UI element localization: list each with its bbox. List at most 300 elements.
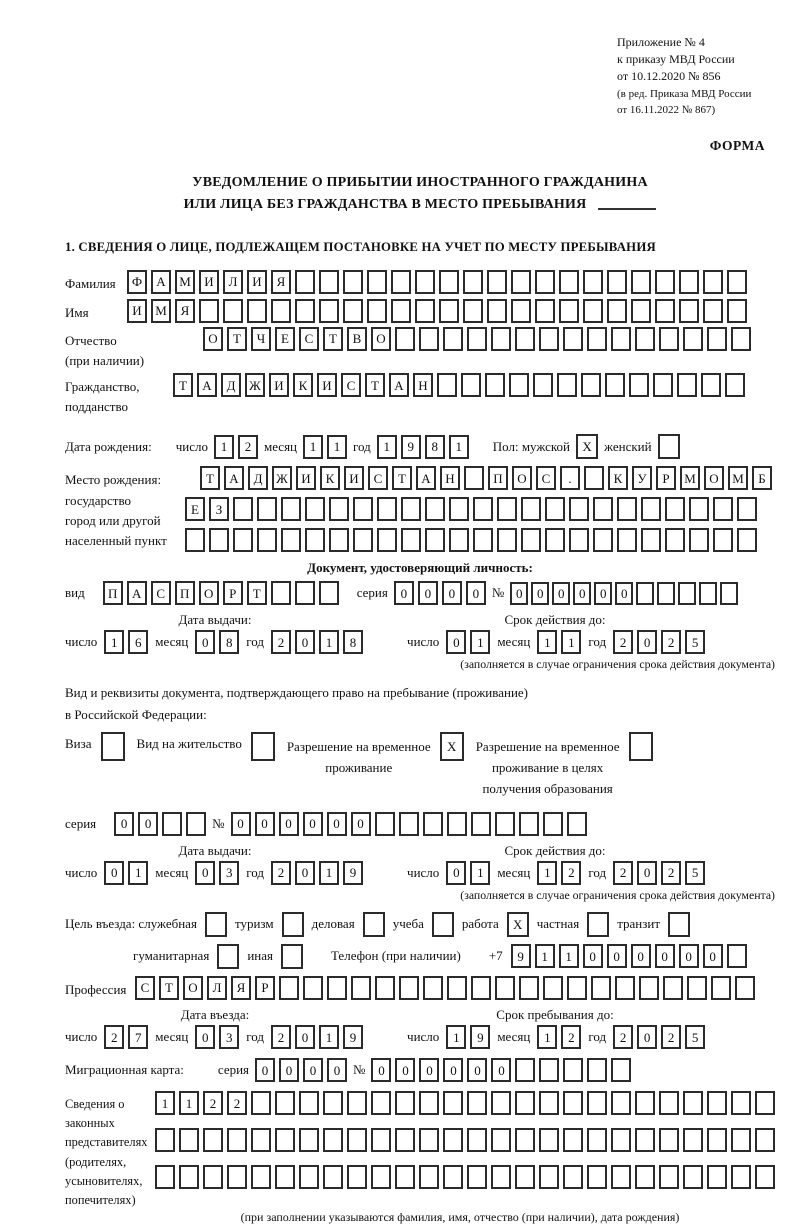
char-cell[interactable]: Р: [223, 581, 243, 605]
char-cell[interactable]: [377, 497, 397, 521]
char-cell[interactable]: 2: [271, 861, 291, 885]
char-cell[interactable]: [707, 1165, 727, 1189]
char-cell[interactable]: [689, 497, 709, 521]
char-cell[interactable]: Л: [223, 270, 243, 294]
char-cell[interactable]: [539, 1058, 559, 1082]
char-cell[interactable]: [563, 1091, 583, 1115]
char-cell[interactable]: [323, 1091, 343, 1115]
purpose-other-checkbox[interactable]: [281, 944, 303, 969]
char-cell[interactable]: [491, 1091, 511, 1115]
profession-input[interactable]: [135, 976, 755, 1000]
char-cell[interactable]: 1: [535, 944, 555, 968]
char-cell[interactable]: [557, 373, 577, 397]
char-cell[interactable]: [399, 976, 419, 1000]
char-cell[interactable]: [463, 270, 483, 294]
char-cell[interactable]: [447, 812, 467, 836]
char-cell[interactable]: [731, 327, 751, 351]
char-cell[interactable]: [227, 1165, 247, 1189]
char-cell[interactable]: 2: [613, 630, 633, 654]
entry-month-input[interactable]: [195, 1025, 239, 1049]
char-cell[interactable]: [495, 976, 515, 1000]
char-cell[interactable]: [299, 1091, 319, 1115]
char-cell[interactable]: 2: [613, 1025, 633, 1049]
char-cell[interactable]: [636, 582, 654, 605]
char-cell[interactable]: К: [320, 466, 340, 490]
char-cell[interactable]: 1: [319, 1025, 339, 1049]
doc-series-input[interactable]: [394, 581, 486, 605]
char-cell[interactable]: [611, 1091, 631, 1115]
char-cell[interactable]: [587, 1128, 607, 1152]
char-cell[interactable]: [439, 270, 459, 294]
char-cell[interactable]: [521, 528, 541, 552]
char-cell[interactable]: Е: [275, 327, 295, 351]
char-cell[interactable]: С: [151, 581, 171, 605]
char-cell[interactable]: [569, 497, 589, 521]
char-cell[interactable]: [425, 497, 445, 521]
char-cell[interactable]: [415, 270, 435, 294]
char-cell[interactable]: [659, 327, 679, 351]
char-cell[interactable]: 6: [128, 630, 148, 654]
char-cell[interactable]: [179, 1128, 199, 1152]
doc-valid-day-input[interactable]: [446, 630, 490, 654]
char-cell[interactable]: [391, 299, 411, 323]
char-cell[interactable]: Д: [248, 466, 268, 490]
char-cell[interactable]: [371, 1165, 391, 1189]
char-cell[interactable]: А: [151, 270, 171, 294]
char-cell[interactable]: С: [341, 373, 361, 397]
char-cell[interactable]: В: [347, 327, 367, 351]
char-cell[interactable]: [587, 1165, 607, 1189]
purpose-transit-checkbox[interactable]: [668, 912, 690, 937]
char-cell[interactable]: [299, 1165, 319, 1189]
char-cell[interactable]: [663, 976, 683, 1000]
char-cell[interactable]: [375, 812, 395, 836]
char-cell[interactable]: [657, 582, 675, 605]
char-cell[interactable]: [443, 327, 463, 351]
char-cell[interactable]: М: [151, 299, 171, 323]
char-cell[interactable]: [463, 299, 483, 323]
char-cell[interactable]: 2: [271, 1025, 291, 1049]
char-cell[interactable]: Т: [173, 373, 193, 397]
char-cell[interactable]: [251, 1165, 271, 1189]
guardians-input-row3[interactable]: [155, 1165, 775, 1189]
char-cell[interactable]: [495, 812, 515, 836]
migcard-series-input[interactable]: [255, 1058, 347, 1082]
char-cell[interactable]: [535, 270, 555, 294]
char-cell[interactable]: 0: [279, 1058, 299, 1082]
char-cell[interactable]: [186, 812, 206, 836]
char-cell[interactable]: Т: [365, 373, 385, 397]
permit-valid-day-input[interactable]: [446, 861, 490, 885]
char-cell[interactable]: 0: [637, 861, 657, 885]
permit-number-input[interactable]: [231, 812, 587, 836]
char-cell[interactable]: [659, 1091, 679, 1115]
char-cell[interactable]: У: [632, 466, 652, 490]
char-cell[interactable]: [563, 327, 583, 351]
char-cell[interactable]: [713, 497, 733, 521]
char-cell[interactable]: [491, 1165, 511, 1189]
char-cell[interactable]: [687, 976, 707, 1000]
doc-issue-year-input[interactable]: [271, 630, 363, 654]
permit-issue-year-input[interactable]: [271, 861, 363, 885]
birth-year-input[interactable]: [377, 435, 469, 459]
permit-issue-day-input[interactable]: [104, 861, 148, 885]
char-cell[interactable]: [707, 327, 727, 351]
char-cell[interactable]: [443, 1165, 463, 1189]
char-cell[interactable]: [491, 327, 511, 351]
char-cell[interactable]: 0: [255, 1058, 275, 1082]
temp-residence-checkbox[interactable]: X: [440, 732, 464, 761]
char-cell[interactable]: 1: [377, 435, 397, 459]
char-cell[interactable]: [233, 528, 253, 552]
char-cell[interactable]: [271, 581, 291, 605]
char-cell[interactable]: [731, 1165, 751, 1189]
char-cell[interactable]: [203, 1128, 223, 1152]
char-cell[interactable]: [295, 270, 315, 294]
char-cell[interactable]: 2: [104, 1025, 124, 1049]
guardians-input-row1[interactable]: [155, 1091, 775, 1115]
char-cell[interactable]: [567, 812, 587, 836]
birthplace-input-row3[interactable]: [185, 528, 772, 552]
char-cell[interactable]: [515, 1165, 535, 1189]
char-cell[interactable]: [567, 976, 587, 1000]
char-cell[interactable]: [731, 1128, 751, 1152]
char-cell[interactable]: [395, 327, 415, 351]
char-cell[interactable]: Т: [247, 581, 267, 605]
char-cell[interactable]: 0: [446, 630, 466, 654]
char-cell[interactable]: 0: [531, 582, 549, 605]
char-cell[interactable]: [179, 1165, 199, 1189]
char-cell[interactable]: [275, 1091, 295, 1115]
char-cell[interactable]: Б: [752, 466, 772, 490]
char-cell[interactable]: Н: [440, 466, 460, 490]
char-cell[interactable]: [737, 528, 757, 552]
char-cell[interactable]: 5: [685, 861, 705, 885]
doc-issue-month-input[interactable]: [195, 630, 239, 654]
char-cell[interactable]: [611, 1165, 631, 1189]
char-cell[interactable]: 8: [219, 630, 239, 654]
char-cell[interactable]: 0: [371, 1058, 391, 1082]
char-cell[interactable]: [251, 1091, 271, 1115]
char-cell[interactable]: [419, 1091, 439, 1115]
char-cell[interactable]: О: [183, 976, 203, 1000]
char-cell[interactable]: А: [224, 466, 244, 490]
char-cell[interactable]: [635, 1128, 655, 1152]
doc-issue-day-input[interactable]: [104, 630, 148, 654]
char-cell[interactable]: 0: [195, 1025, 215, 1049]
char-cell[interactable]: [251, 1128, 271, 1152]
char-cell[interactable]: 1: [319, 630, 339, 654]
char-cell[interactable]: [587, 1058, 607, 1082]
char-cell[interactable]: 0: [573, 582, 591, 605]
char-cell[interactable]: [535, 299, 555, 323]
stay-year-input[interactable]: [613, 1025, 705, 1049]
char-cell[interactable]: 1: [470, 861, 490, 885]
char-cell[interactable]: [473, 528, 493, 552]
char-cell[interactable]: [425, 528, 445, 552]
char-cell[interactable]: [569, 528, 589, 552]
char-cell[interactable]: [689, 528, 709, 552]
char-cell[interactable]: 0: [104, 861, 124, 885]
char-cell[interactable]: О: [512, 466, 532, 490]
char-cell[interactable]: [679, 270, 699, 294]
char-cell[interactable]: 5: [685, 1025, 705, 1049]
char-cell[interactable]: [485, 373, 505, 397]
char-cell[interactable]: 0: [446, 861, 466, 885]
char-cell[interactable]: 0: [327, 812, 347, 836]
char-cell[interactable]: [401, 528, 421, 552]
char-cell[interactable]: [665, 497, 685, 521]
char-cell[interactable]: [343, 299, 363, 323]
char-cell[interactable]: [677, 373, 697, 397]
char-cell[interactable]: П: [488, 466, 508, 490]
char-cell[interactable]: Т: [159, 976, 179, 1000]
char-cell[interactable]: [497, 528, 517, 552]
char-cell[interactable]: 0: [615, 582, 633, 605]
char-cell[interactable]: 0: [327, 1058, 347, 1082]
char-cell[interactable]: [543, 976, 563, 1000]
char-cell[interactable]: [343, 270, 363, 294]
char-cell[interactable]: [639, 976, 659, 1000]
char-cell[interactable]: [423, 812, 443, 836]
birthplace-input-row1[interactable]: [185, 466, 772, 490]
entry-day-input[interactable]: [104, 1025, 148, 1049]
char-cell[interactable]: [227, 1128, 247, 1152]
char-cell[interactable]: Я: [175, 299, 195, 323]
char-cell[interactable]: 3: [219, 861, 239, 885]
char-cell[interactable]: К: [293, 373, 313, 397]
char-cell[interactable]: 0: [510, 582, 528, 605]
char-cell[interactable]: Я: [231, 976, 251, 1000]
char-cell[interactable]: 2: [271, 630, 291, 654]
char-cell[interactable]: Я: [271, 270, 291, 294]
char-cell[interactable]: [521, 497, 541, 521]
char-cell[interactable]: 1: [537, 630, 557, 654]
char-cell[interactable]: [305, 497, 325, 521]
char-cell[interactable]: [533, 373, 553, 397]
char-cell[interactable]: [545, 528, 565, 552]
char-cell[interactable]: [731, 1091, 751, 1115]
char-cell[interactable]: 0: [395, 1058, 415, 1082]
char-cell[interactable]: Т: [227, 327, 247, 351]
char-cell[interactable]: 1: [559, 944, 579, 968]
char-cell[interactable]: [487, 270, 507, 294]
char-cell[interactable]: [299, 1128, 319, 1152]
char-cell[interactable]: 0: [637, 1025, 657, 1049]
char-cell[interactable]: А: [416, 466, 436, 490]
char-cell[interactable]: Т: [392, 466, 412, 490]
char-cell[interactable]: [443, 1091, 463, 1115]
char-cell[interactable]: [419, 1165, 439, 1189]
char-cell[interactable]: Н: [413, 373, 433, 397]
char-cell[interactable]: [295, 299, 315, 323]
char-cell[interactable]: 0: [255, 812, 275, 836]
char-cell[interactable]: 0: [295, 630, 315, 654]
char-cell[interactable]: 1: [155, 1091, 175, 1115]
char-cell[interactable]: [367, 270, 387, 294]
char-cell[interactable]: О: [704, 466, 724, 490]
char-cell[interactable]: [401, 497, 421, 521]
char-cell[interactable]: П: [103, 581, 123, 605]
char-cell[interactable]: [587, 327, 607, 351]
char-cell[interactable]: 0: [303, 1058, 323, 1082]
char-cell[interactable]: [515, 1128, 535, 1152]
char-cell[interactable]: 0: [552, 582, 570, 605]
permit-series-input[interactable]: [114, 812, 206, 836]
char-cell[interactable]: [419, 327, 439, 351]
char-cell[interactable]: 1: [319, 861, 339, 885]
char-cell[interactable]: [679, 299, 699, 323]
char-cell[interactable]: Т: [200, 466, 220, 490]
char-cell[interactable]: О: [203, 327, 223, 351]
char-cell[interactable]: .: [560, 466, 580, 490]
char-cell[interactable]: 0: [442, 581, 462, 605]
char-cell[interactable]: [727, 944, 747, 968]
char-cell[interactable]: [539, 327, 559, 351]
residence-permit-checkbox[interactable]: [251, 732, 275, 761]
char-cell[interactable]: [305, 528, 325, 552]
char-cell[interactable]: 2: [661, 630, 681, 654]
char-cell[interactable]: [611, 1128, 631, 1152]
char-cell[interactable]: 1: [303, 435, 323, 459]
char-cell[interactable]: [683, 1091, 703, 1115]
char-cell[interactable]: С: [299, 327, 319, 351]
char-cell[interactable]: [319, 299, 339, 323]
char-cell[interactable]: [511, 270, 531, 294]
char-cell[interactable]: [353, 528, 373, 552]
char-cell[interactable]: [467, 327, 487, 351]
char-cell[interactable]: [162, 812, 182, 836]
char-cell[interactable]: М: [728, 466, 748, 490]
patronymic-input[interactable]: [203, 327, 751, 351]
char-cell[interactable]: 0: [594, 582, 612, 605]
char-cell[interactable]: [371, 1128, 391, 1152]
char-cell[interactable]: С: [368, 466, 388, 490]
char-cell[interactable]: [511, 299, 531, 323]
char-cell[interactable]: И: [296, 466, 316, 490]
char-cell[interactable]: [509, 373, 529, 397]
char-cell[interactable]: 9: [470, 1025, 490, 1049]
char-cell[interactable]: Р: [656, 466, 676, 490]
char-cell[interactable]: [593, 497, 613, 521]
char-cell[interactable]: [539, 1091, 559, 1115]
char-cell[interactable]: [727, 270, 747, 294]
char-cell[interactable]: И: [317, 373, 337, 397]
char-cell[interactable]: 0: [491, 1058, 511, 1082]
char-cell[interactable]: М: [175, 270, 195, 294]
char-cell[interactable]: 2: [561, 1025, 581, 1049]
char-cell[interactable]: [515, 1091, 535, 1115]
char-cell[interactable]: 2: [561, 861, 581, 885]
char-cell[interactable]: Ж: [245, 373, 265, 397]
char-cell[interactable]: 9: [343, 861, 363, 885]
purpose-business-checkbox[interactable]: [363, 912, 385, 937]
stay-month-input[interactable]: [537, 1025, 581, 1049]
char-cell[interactable]: Т: [323, 327, 343, 351]
char-cell[interactable]: [471, 812, 491, 836]
char-cell[interactable]: Р: [255, 976, 275, 1000]
char-cell[interactable]: [720, 582, 738, 605]
char-cell[interactable]: А: [127, 581, 147, 605]
entry-year-input[interactable]: [271, 1025, 363, 1049]
char-cell[interactable]: [727, 299, 747, 323]
char-cell[interactable]: [371, 1091, 391, 1115]
char-cell[interactable]: 0: [114, 812, 134, 836]
char-cell[interactable]: [223, 299, 243, 323]
char-cell[interactable]: 0: [295, 1025, 315, 1049]
char-cell[interactable]: [539, 1128, 559, 1152]
permit-valid-month-input[interactable]: [537, 861, 581, 885]
purpose-study-checkbox[interactable]: [432, 912, 454, 937]
char-cell[interactable]: [711, 976, 731, 1000]
char-cell[interactable]: [683, 327, 703, 351]
char-cell[interactable]: [755, 1165, 775, 1189]
char-cell[interactable]: [683, 1165, 703, 1189]
char-cell[interactable]: 5: [685, 630, 705, 654]
char-cell[interactable]: 1: [104, 630, 124, 654]
char-cell[interactable]: [323, 1165, 343, 1189]
char-cell[interactable]: [559, 270, 579, 294]
char-cell[interactable]: [678, 582, 696, 605]
char-cell[interactable]: [713, 528, 733, 552]
birth-day-input[interactable]: [214, 435, 258, 459]
char-cell[interactable]: [543, 812, 563, 836]
char-cell[interactable]: [464, 466, 484, 490]
char-cell[interactable]: [439, 299, 459, 323]
purpose-work-checkbox[interactable]: X: [507, 912, 529, 937]
char-cell[interactable]: 9: [401, 435, 421, 459]
char-cell[interactable]: [375, 976, 395, 1000]
char-cell[interactable]: [281, 528, 301, 552]
char-cell[interactable]: А: [389, 373, 409, 397]
char-cell[interactable]: [563, 1058, 583, 1082]
char-cell[interactable]: 0: [631, 944, 651, 968]
char-cell[interactable]: [617, 528, 637, 552]
char-cell[interactable]: И: [199, 270, 219, 294]
char-cell[interactable]: 0: [138, 812, 158, 836]
doc-valid-month-input[interactable]: [537, 630, 581, 654]
char-cell[interactable]: 9: [511, 944, 531, 968]
phone-input[interactable]: [511, 944, 747, 968]
char-cell[interactable]: [461, 373, 481, 397]
char-cell[interactable]: [329, 528, 349, 552]
char-cell[interactable]: [327, 976, 347, 1000]
char-cell[interactable]: И: [344, 466, 364, 490]
char-cell[interactable]: 0: [637, 630, 657, 654]
char-cell[interactable]: [347, 1128, 367, 1152]
char-cell[interactable]: [653, 373, 673, 397]
char-cell[interactable]: [559, 299, 579, 323]
char-cell[interactable]: [155, 1165, 175, 1189]
char-cell[interactable]: 2: [238, 435, 258, 459]
char-cell[interactable]: К: [608, 466, 628, 490]
char-cell[interactable]: [203, 1165, 223, 1189]
char-cell[interactable]: [655, 299, 675, 323]
char-cell[interactable]: [591, 976, 611, 1000]
char-cell[interactable]: [467, 1128, 487, 1152]
char-cell[interactable]: [725, 373, 745, 397]
char-cell[interactable]: [611, 327, 631, 351]
char-cell[interactable]: [629, 373, 649, 397]
char-cell[interactable]: 0: [607, 944, 627, 968]
char-cell[interactable]: 1: [214, 435, 234, 459]
char-cell[interactable]: 0: [279, 812, 299, 836]
char-cell[interactable]: С: [536, 466, 556, 490]
char-cell[interactable]: [399, 812, 419, 836]
char-cell[interactable]: [587, 1091, 607, 1115]
permit-issue-month-input[interactable]: [195, 861, 239, 885]
char-cell[interactable]: 0: [195, 861, 215, 885]
